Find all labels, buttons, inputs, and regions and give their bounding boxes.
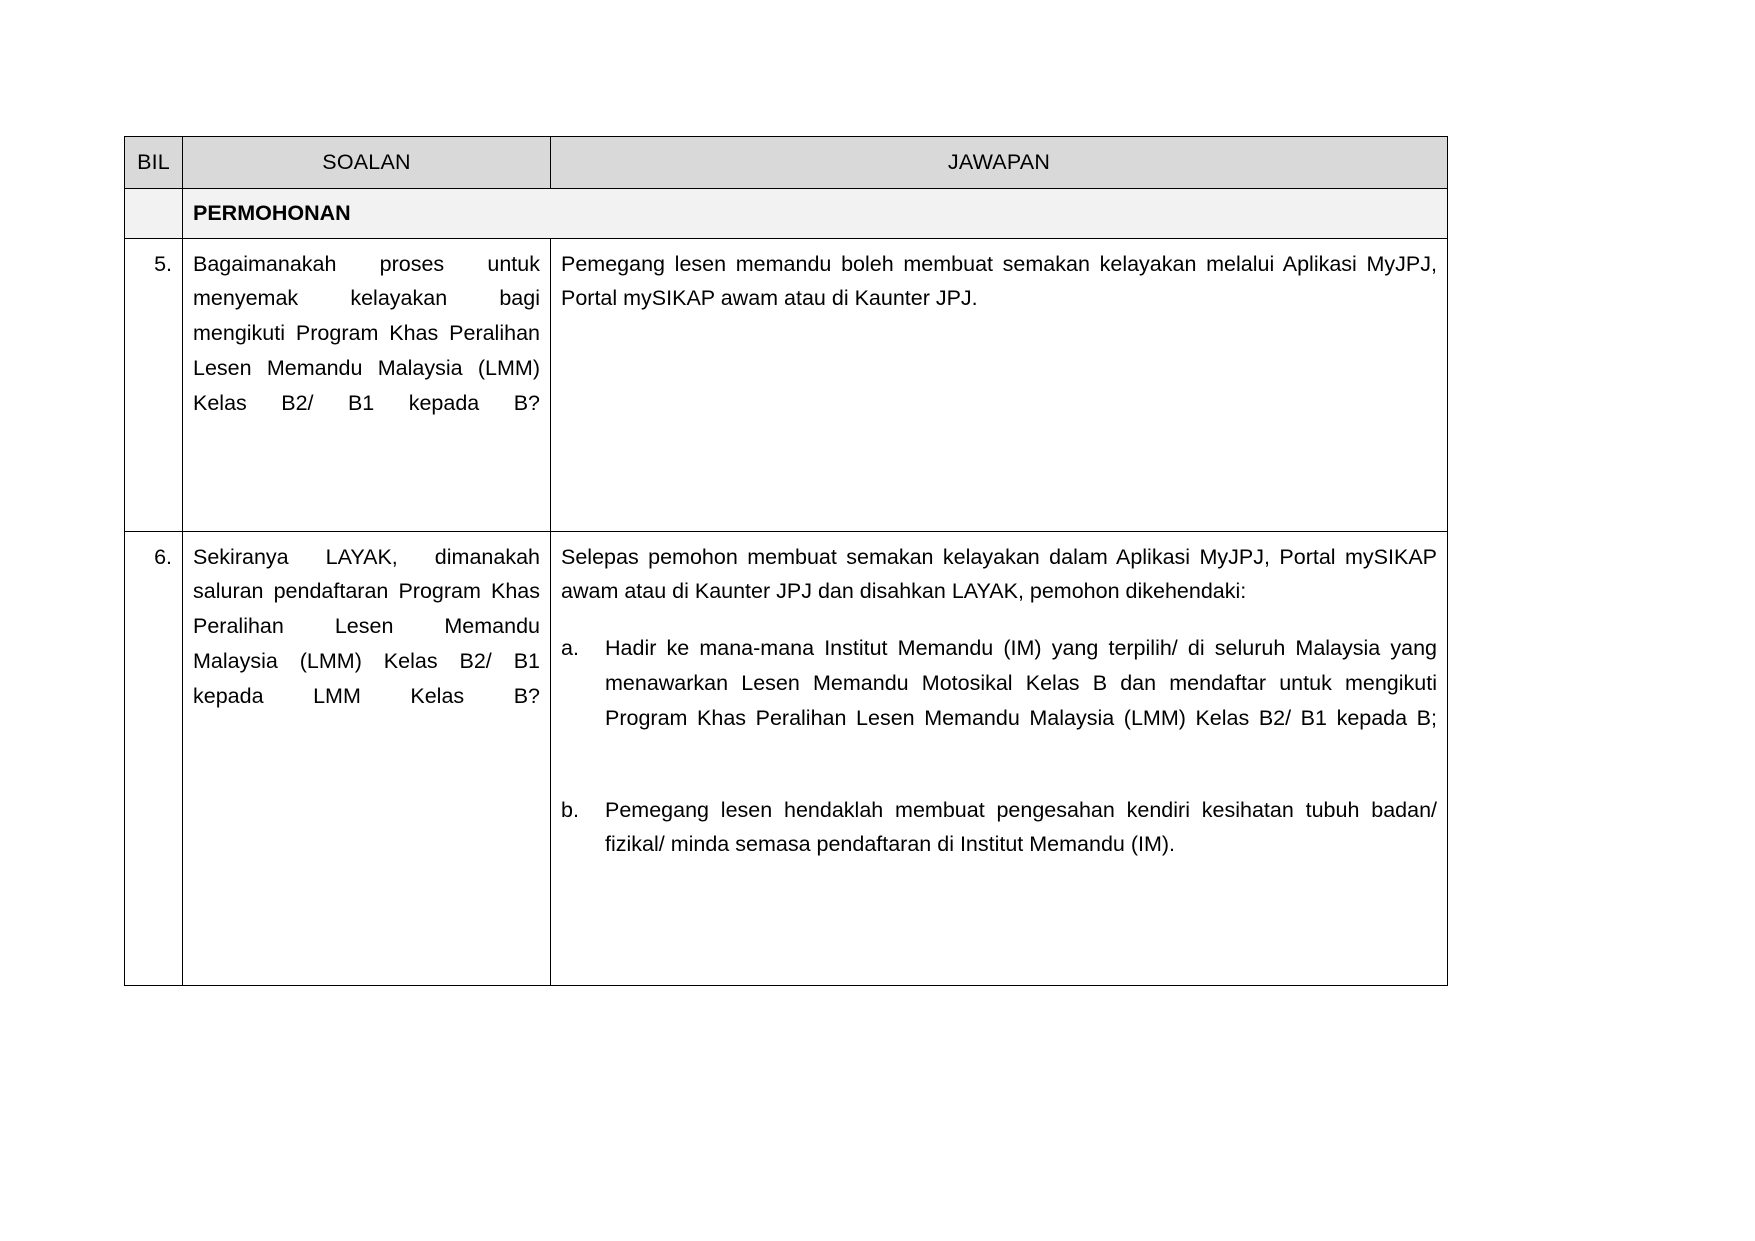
faq-table bbox=[124, 136, 1448, 986]
section-label: PERMOHONAN bbox=[183, 188, 1448, 238]
answer-cell bbox=[551, 238, 1448, 531]
column-header-bil: BIL bbox=[125, 137, 183, 189]
table-row bbox=[125, 238, 1448, 531]
table-header bbox=[125, 137, 1448, 189]
answer-lead-text: Selepas pemohon membuat semakan kelayakan dalam Aplikasi MyJPJ, Portal mySIKAP awam atau di Kaunter JPJ dan disahkan LAYAK, pemohon dikehendaki: bbox=[561, 544, 1437, 604]
answer-text: Pemegang lesen memandu boleh membuat semakan kelayakan melalui Aplikasi MyJPJ, Portal mySIKAP awam atau di Kaunter JPJ. bbox=[561, 251, 1437, 311]
question-cell bbox=[183, 531, 551, 985]
row-number: 6. bbox=[125, 531, 183, 985]
row-number: 5. bbox=[125, 238, 183, 531]
list-item-text: Hadir ke mana-mana Institut Memandu (IM) yang terpilih/ di seluruh Malaysia yang menawarkan Lesen Memandu Motosikal Kelas B dan mendaftar untuk mengikuti Program Khas Peralihan Lesen Memandu Malaysia (LMM) Kelas B2/ B1 kepada B; bbox=[605, 636, 1437, 730]
section-row-bil-cell bbox=[125, 188, 183, 238]
answer-sublist bbox=[561, 631, 1437, 862]
list-item bbox=[561, 793, 1437, 863]
question-text: Sekiranya LAYAK, dimanakah saluran pendaftaran Program Khas Peralihan Lesen Memandu Malaysia (LMM) Kelas B2/ B1 kepada LMM Kelas B? bbox=[193, 544, 540, 708]
list-item bbox=[561, 631, 1437, 770]
answer-cell bbox=[551, 531, 1448, 985]
column-header-jawapan: JAWAPAN bbox=[551, 137, 1448, 189]
table-header-row bbox=[125, 137, 1448, 189]
table-row bbox=[125, 531, 1448, 985]
list-item-marker: a. bbox=[561, 636, 579, 661]
question-text: Bagaimanakah proses untuk menyemak kelayakan bagi mengikuti Program Khas Peralihan Lesen Memandu Malaysia (LMM) Kelas B2/ B1 kepada B? bbox=[193, 251, 540, 415]
list-item-text: Pemegang lesen hendaklah membuat pengesahan kendiri kesihatan tubuh badan/ fizikal/ minda semasa pendaftaran di Institut Memandu (IM). bbox=[605, 797, 1437, 857]
list-item-marker: b. bbox=[561, 797, 579, 822]
column-header-soalan: SOALAN bbox=[183, 137, 551, 189]
table-body bbox=[125, 188, 1448, 985]
question-cell bbox=[183, 238, 551, 531]
section-row-permohonan bbox=[125, 188, 1448, 238]
